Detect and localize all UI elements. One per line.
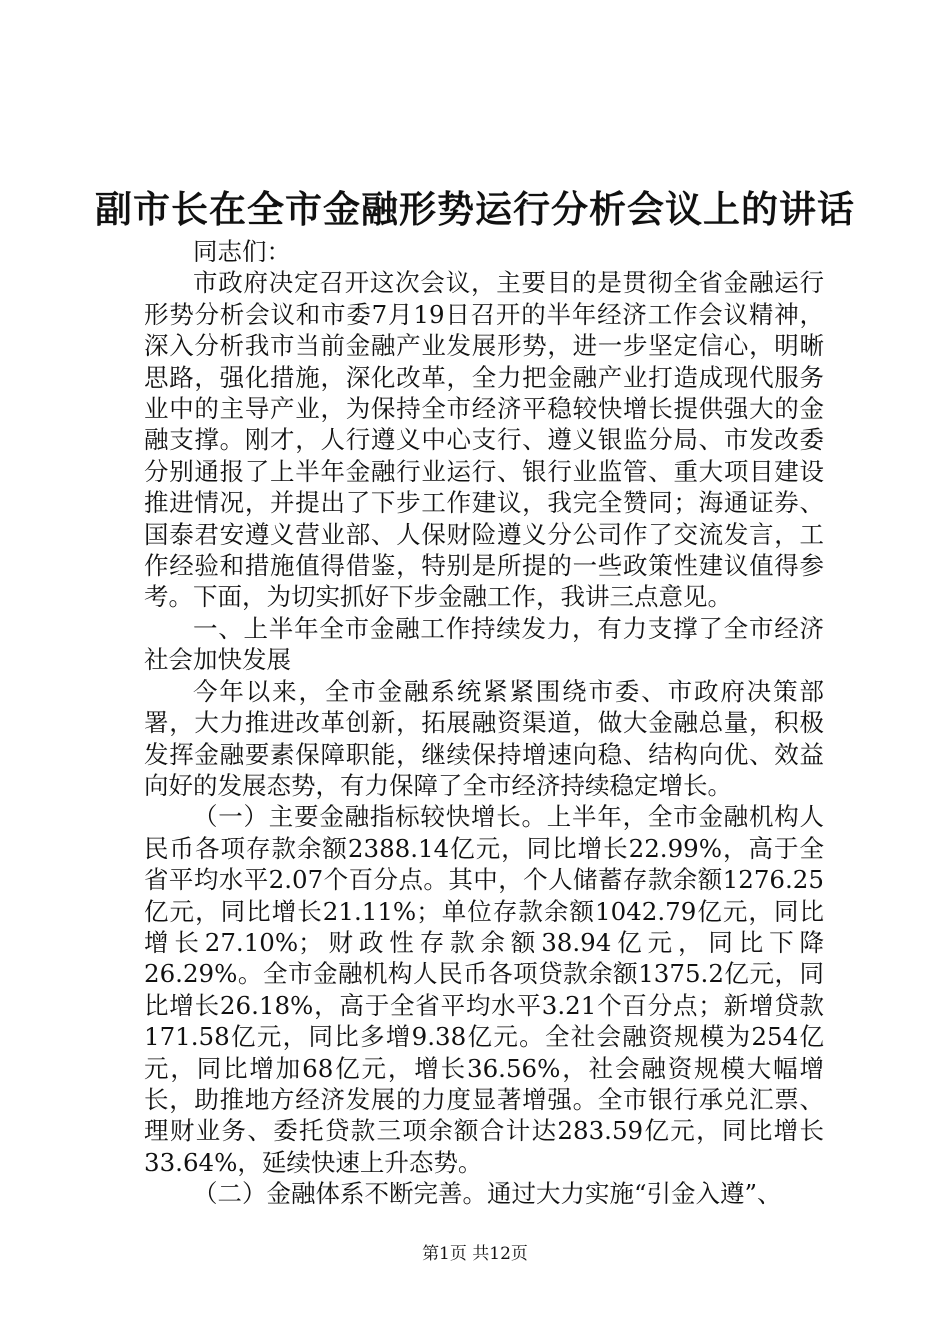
document-body	[144, 236, 824, 1210]
page-footer: 第1页 共12页	[422, 1244, 528, 1264]
salutation-paragraph: 同志们：	[193, 237, 291, 266]
section-1-paragraph: 今年以来，全市金融系统紧紧围绕市委、市政府决策部署，大力推进改革创新，拓展融资渠道，做大金融总量，积极发挥金融要素保障职能，继续保持增速向稳、结构向优、效益向好的发展态势，有力保障了全市经济持续稳定增长。	[144, 676, 824, 800]
document-title: 副市长在全市金融形势运行分析会议上的讲话	[95, 188, 855, 231]
subsection-2-paragraph: （二）金融体系不断完善。通过大力实施“引金入遵”、	[193, 1179, 782, 1209]
intro-paragraph: 市政府决定召开这次会议，主要目的是贯彻全省金融运行形势分析会议和市委7月19日召开的半年经济工作会议精神，深入分析我市当前金融产业发展形势，进一步坚定信心，明晰思路，强化措施，深化改革，全力把金融产业打造成现代服务业中的主导产业，为保持全市经济平稳较快增长提供强大的金融支撑。刚才，人行遵义中心支行、遵义银监分局、市发改委分别通报了上半年金融行业运行、银行业监管、重大项目建设推进情况，并提出了下步工作建议，我完全赞同；海通证券、国泰君安遵义营业部、人保财险遵义分公司作了交流发言，工作经验和措施值得借鉴，特别是所提的一些政策性建议值得参考。下面，为切实抓好下步金融工作，我讲三点意见。	[144, 268, 824, 612]
section-heading-1: 一、上半年全市金融工作持续发力，有力支撑了全市经济社会加快发展	[144, 613, 824, 675]
subsection-1-paragraph: （一）主要金融指标较快增长。上半年，全市金融机构人民币各项存款余额2388.14亿元，同比增长22.99%，高于全省平均水平2.07个百分点。其中，个人储蓄存款余额1276.25亿元，同比增长21.11%；单位存款余额1042.79亿元，同比增长27.10%；财政性存款余额38.94亿元，同比下降26.29%。全市金融机构人民币各项贷款余额1375.2亿元，同比增长26.18%，高于全省平均水平3.21个百分点；新增贷款171.58亿元，同比多增9.38亿元。全社会融资规模为254亿元，同比增加68亿元，增长36.56%，社会融资规模大幅增长，助推地方经济发展的力度显著增强。全市银行承兑汇票、理财业务、委托贷款三项余额合计达283.59亿元，同比增长33.64%，延续快速上升态势。	[144, 802, 824, 1177]
